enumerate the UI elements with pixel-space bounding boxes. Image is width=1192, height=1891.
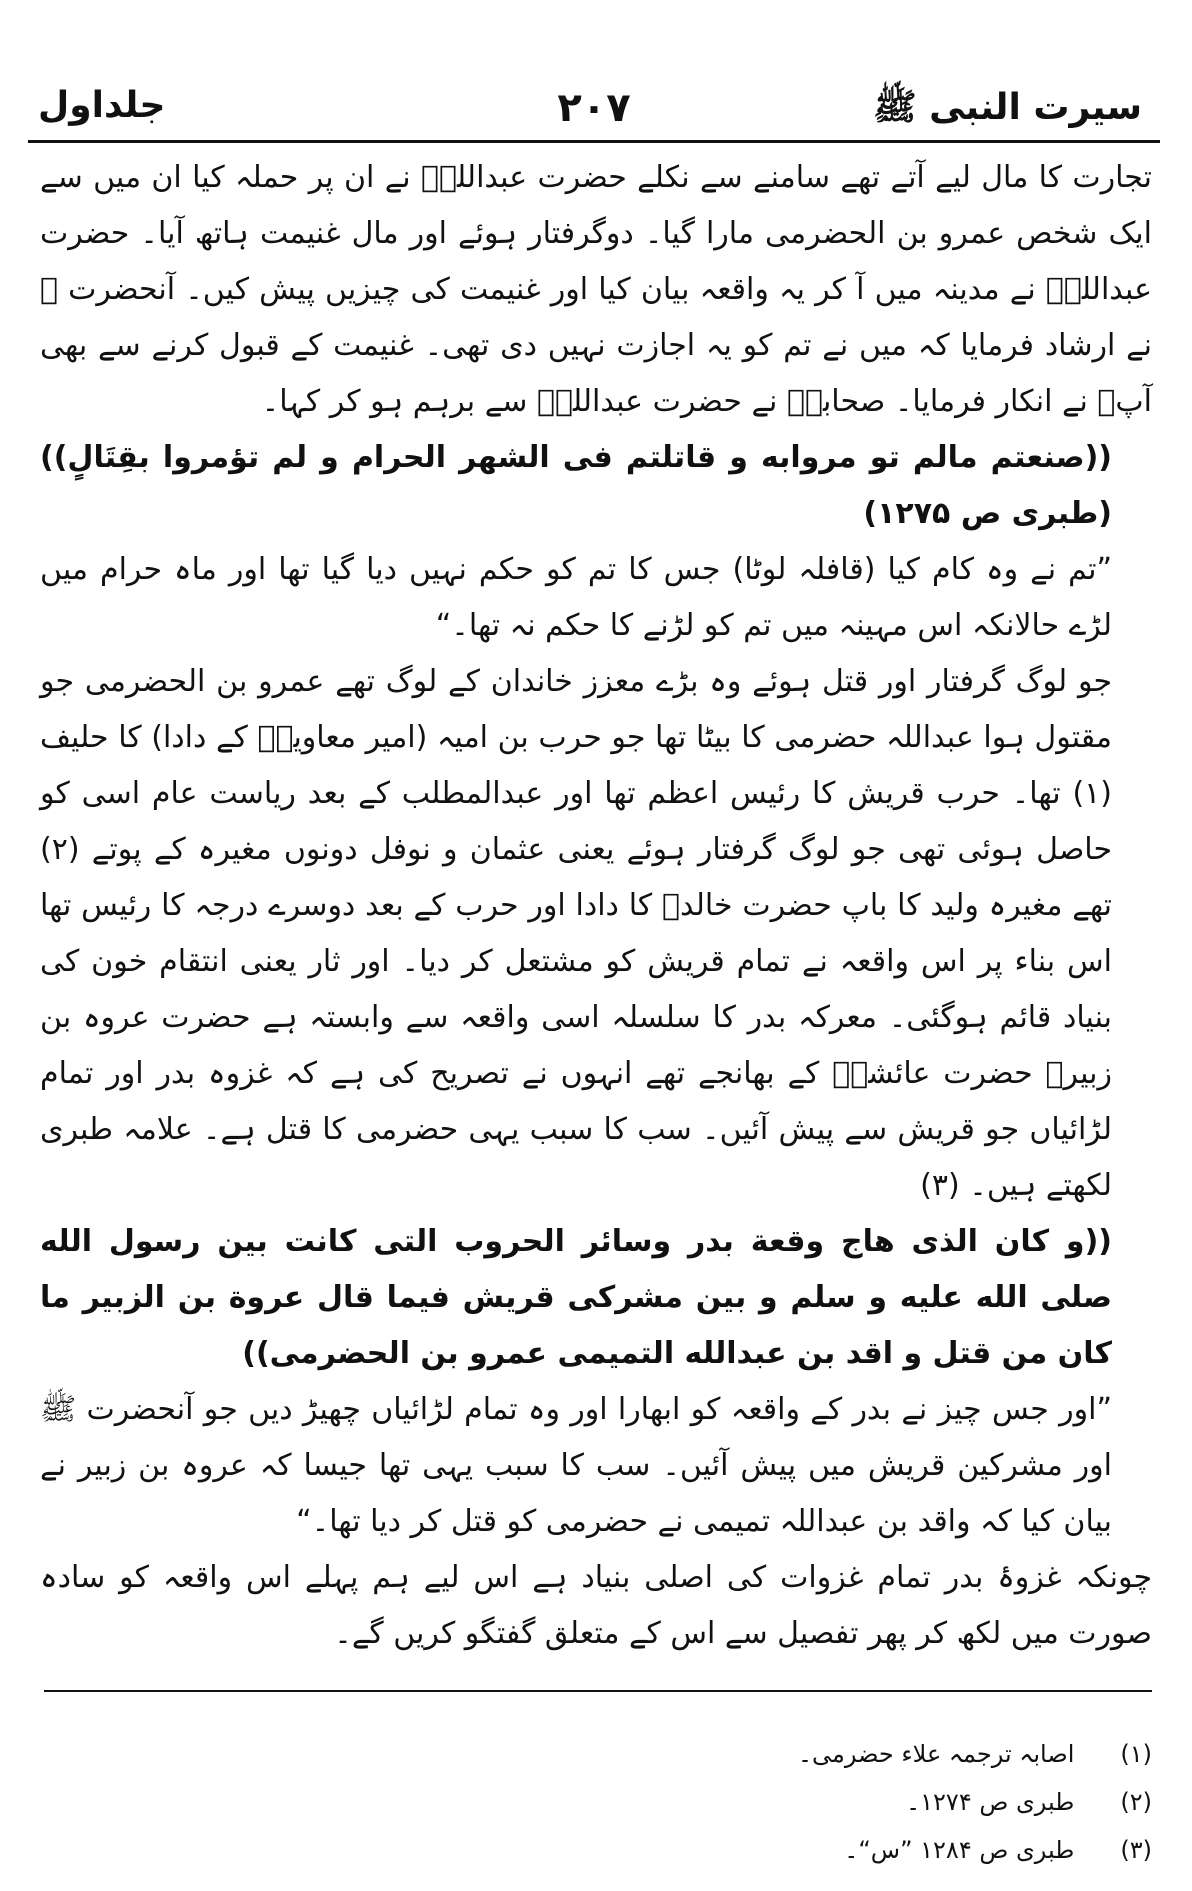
footnote-divider (44, 1690, 1152, 1692)
footnote (252, 1826, 1152, 1874)
footnote-number: (۲) (1120, 1788, 1152, 1816)
page-header (28, 85, 1160, 145)
arabic-quote: ((و کان الذی هاج وقعة بدر وسائر الحروب التی کانت بین رسول الله صلی الله علیه و سلم و بین مشرکی قریش فیما قال عروة بن الزبیر ما کان من قتل و اقد بن عبدالله التمیمی عمرو بن الحضرمی)) (40, 1224, 1112, 1371)
footnote-text: طبری ص ۱۲۸۴ ”س“۔ (844, 1836, 1075, 1864)
quote-translation: ”تم نے وہ کام کیا (قافلہ لوٹا) جس کا تم کو حکم نہیں دیا گیا تھا اور ماہ حرام میں لڑے حالانکہ اس مہینہ میں تم کو لڑنے کا حکم نہ تھا۔“ (40, 552, 1112, 643)
footnote (252, 1730, 1152, 1778)
page-number: ۲۰۷ (557, 85, 631, 131)
footnotes (252, 1730, 1152, 1874)
footnote (252, 1778, 1152, 1826)
main-text (40, 150, 1152, 1662)
footnote-number: (۳) (1120, 1836, 1152, 1864)
book-title: سیرت النبی ﷺ (873, 87, 1142, 128)
quote-translation: ”اور جس چیز نے بدر کے واقعہ کو ابھارا اور وہ تمام لڑائیاں چھیڑ دیں جو آنحضرت ﷺ اور مشرکین قریش میں پیش آئیں۔ سب کا سبب یہی تھا جیسا کہ عروہ بن زبیر نے بیان کیا کہ واقد بن عبداللہ تمیمی نے حضرمی کو قتل کر دیا تھا۔“ (40, 1392, 1112, 1539)
paragraph: تجارت کا مال لیے آتے تھے سامنے سے نکلے حضرت عبداللہؓ نے ان پر حملہ کیا ان میں سے ایک شخص عمرو بن الحضرمی مارا گیا۔ دوگرفتار ہوئے اور مال غنیمت ہاتھ آیا۔ حضرت عبداللہؓ نے مدینہ میں آ کر یہ واقعہ بیان کیا اور غنیمت کی چیزیں پیش کیں۔ آنحضرت ﷺ نے ارشاد فرمایا کہ میں نے تم کو یہ اجازت نہیں دی تھی۔ غنیمت کے قبول کرنے سے بھی آپؐ نے انکار فرمایا۔ صحابہؓ نے حضرت عبداللہؓ سے برہم ہو کر کہا۔ (40, 160, 1152, 419)
footnote-text: طبری ص ۱۲۷۴۔ (906, 1788, 1075, 1816)
header-divider (28, 140, 1160, 143)
footnote-text: اصابہ ترجمہ علاء حضرمی۔ (797, 1740, 1075, 1768)
footnote-number: (۱) (1120, 1740, 1152, 1768)
paragraph: چونکہ غزوۂ بدر تمام غزوات کی اصلی بنیاد ہے اس لیے ہم پہلے اس واقعہ کو سادہ صورت میں لکھ کر پھر تفصیل سے اس کے متعلق گفتگو کریں گے۔ (40, 1560, 1152, 1651)
paragraph: جو لوگ گرفتار اور قتل ہوئے وہ بڑے معزز خاندان کے لوگ تھے عمرو بن الحضرمی جو مقتول ہوا عبداللہ حضرمی کا بیٹا تھا جو حرب بن امیہ (امیر معاویہؓ کے دادا) کا حلیف (۱) تھا۔ حرب قریش کا رئیس اعظم تھا اور عبدالمطلب کے بعد ریاست عام اسی کو حاصل ہوئی تھی جو لوگ گرفتار ہوئے یعنی عثمان و نوفل دونوں مغیرہ کے پوتے (۲) تھے مغیرہ ولید کا باپ حضرت خالدؓ کا دادا اور حرب کے بعد دوسرے درجہ کا رئیس تھا اس بناء پر اس واقعہ نے تمام قریش کو مشتعل کر دیا۔ اور ثار یعنی انتقام خون کی بنیاد قائم ہوگئی۔ معرکہ بدر کا سلسلہ اسی واقعہ سے وابستہ ہے حضرت عروہ بن زبیرؓ حضرت عائشہؓ کے بھانجے تھے انہوں نے تصریح کی ہے کہ غزوہ بدر اور تمام لڑائیاں جو قریش سے پیش آئیں۔ سب کا سبب یہی حضرمی کا قتل ہے۔ علامہ طبری لکھتے ہیں۔ (۳) (40, 664, 1112, 1203)
volume-label: جلداول (38, 85, 166, 126)
arabic-quote: ((صنعتم مالم تو مروابه و قاتلتم فی الشهر الحرام و لم تؤمروا بقِتَالٍ)) (طبری ص ۱۲۷۵) (40, 440, 1112, 531)
